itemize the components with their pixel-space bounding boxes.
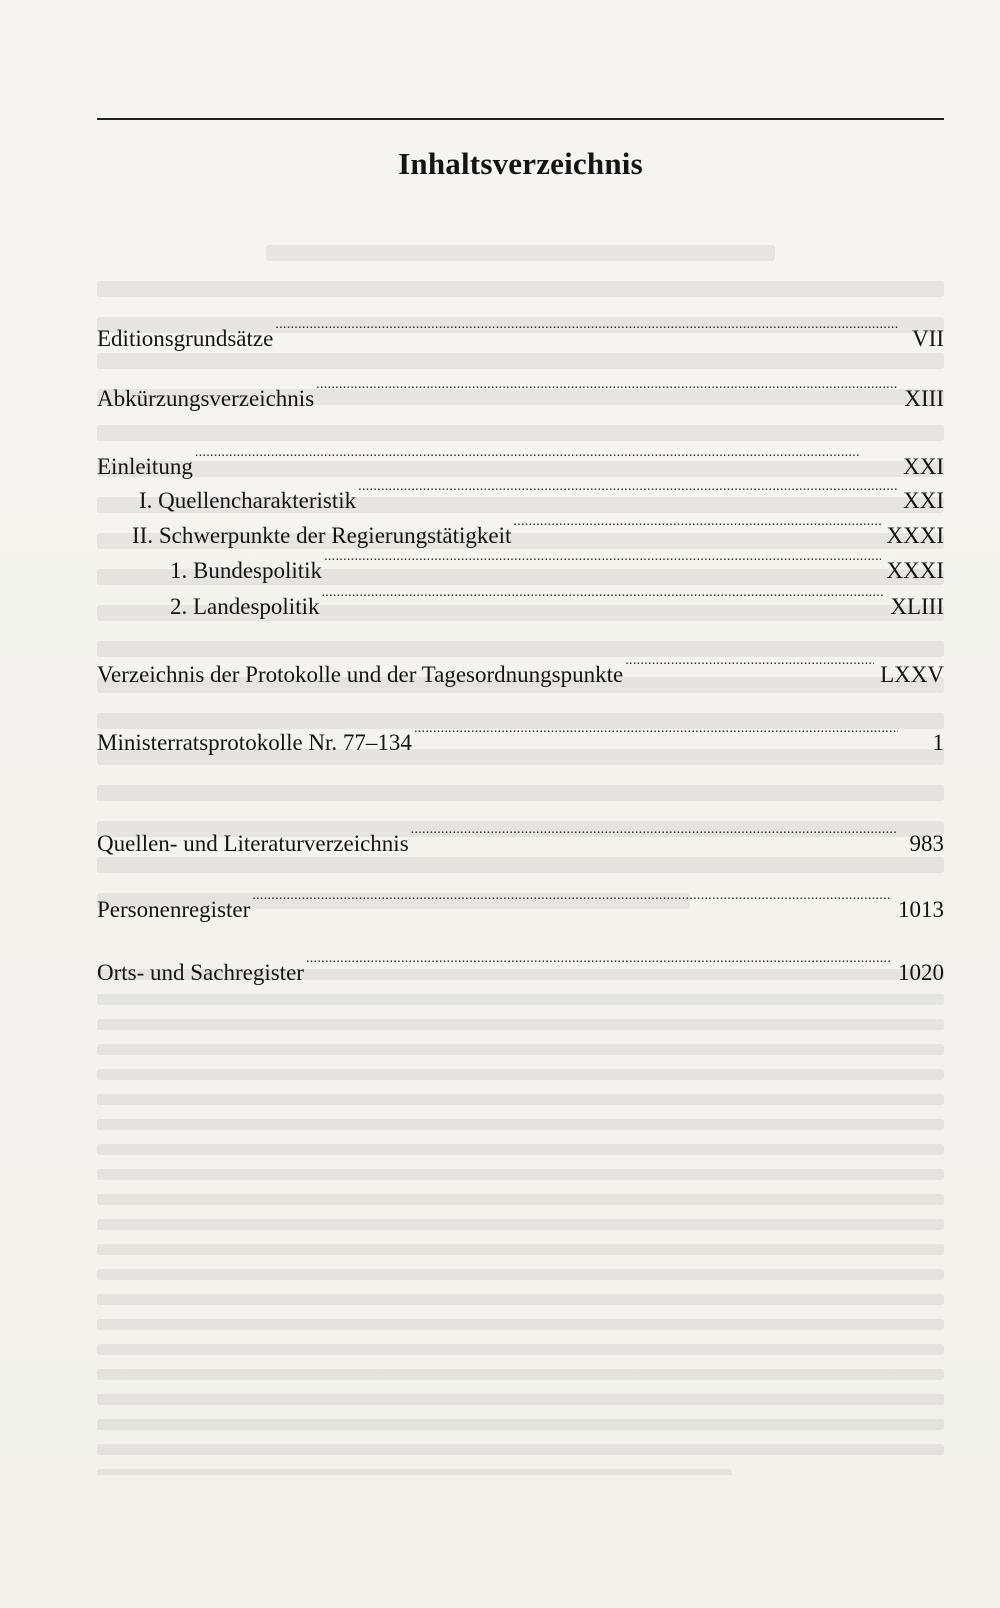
toc-entry-label: I. Quellencharakteristik [139, 488, 357, 513]
toc-entry-label: 1. Bundespolitik [170, 558, 323, 583]
dot-leader [306, 950, 892, 980]
toc-entry-page: 983 [909, 831, 944, 856]
toc-entry[interactable] [97, 376, 944, 414]
toc-entry[interactable] [97, 720, 944, 758]
toc-entry[interactable] [97, 887, 944, 925]
toc-entry[interactable] [97, 950, 944, 988]
dot-leader [411, 821, 898, 851]
dot-leader [358, 478, 897, 508]
toc-entry-page: LXXV [880, 662, 944, 687]
top-rule [97, 118, 944, 120]
dot-leader [195, 444, 897, 474]
toc-entry-page: 1 [932, 730, 944, 755]
toc-entry-page: XXXI [886, 523, 944, 548]
toc-entry-label: Einleitung [97, 454, 193, 479]
toc-entry-page: XIII [904, 386, 944, 411]
dot-leader [321, 584, 884, 614]
toc-entry-page: VII [912, 326, 944, 351]
toc-entry[interactable] [97, 444, 944, 482]
toc-entry[interactable] [97, 821, 944, 859]
dot-leader [513, 513, 880, 543]
toc-entry[interactable] [97, 652, 944, 690]
toc-entry[interactable] [97, 584, 944, 622]
dot-leader [324, 548, 880, 578]
toc-entry-label: Personenregister [97, 897, 251, 922]
page-title: Inhaltsverzeichnis [398, 146, 643, 181]
toc-entry-page: XLIII [890, 594, 944, 619]
dot-leader [316, 376, 898, 406]
toc-entry-label: Abkürzungsverzeichnis [97, 386, 315, 411]
toc-entry-label: Verzeichnis der Protokolle und der Tagesordnungspunkte [97, 662, 624, 687]
toc-entry-label: Editionsgrundsätze [97, 326, 274, 351]
toc-entry[interactable] [97, 513, 944, 551]
dot-leader [252, 887, 892, 917]
toc-entry-label: II. Schwerpunkte der Regierungstätigkeit [132, 523, 512, 548]
show-through-text [97, 245, 944, 1475]
toc-entry-page: XXI [903, 488, 944, 513]
toc-entry-label: Ministerratsprotokolle Nr. 77–134 [97, 730, 412, 755]
toc-entry[interactable] [97, 548, 944, 586]
toc-entry-label: Orts- und Sachregister [97, 960, 304, 985]
toc-entry-label: 2. Landespolitik [170, 594, 320, 619]
dot-leader [275, 316, 898, 346]
toc-entry-page: XXI [903, 454, 944, 479]
toc-entry-page: 1020 [898, 960, 944, 985]
toc-entry[interactable] [97, 316, 944, 354]
toc-entry[interactable] [97, 478, 944, 516]
dot-leader [414, 720, 898, 750]
toc-entry-page: 1013 [898, 897, 944, 922]
dot-leader [625, 652, 874, 682]
toc-entry-page: XXXI [886, 558, 944, 583]
toc-entry-label: Quellen- und Literaturverzeichnis [97, 831, 409, 856]
